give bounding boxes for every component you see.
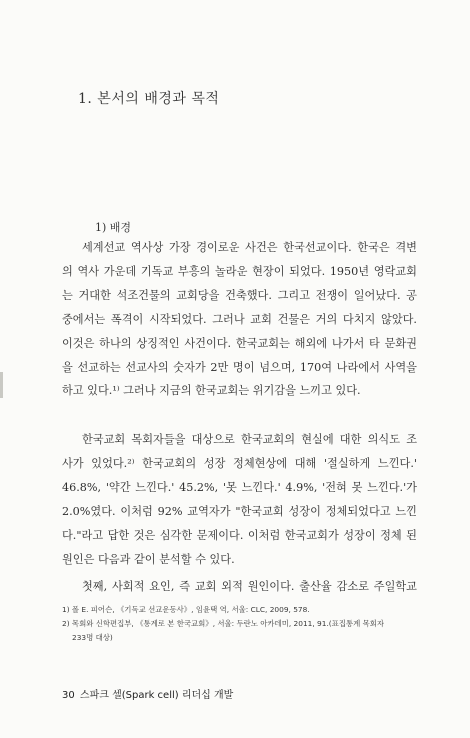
chapter-title: 1. 본서의 배경과 목적 (78, 91, 220, 107)
paragraph-line: 중에서는 폭격이 시작되었다. 그러나 교회 건물은 거의 다치지 않았다. (62, 312, 417, 326)
paragraph-line: 이것은 하나의 상징적인 사건이다. 한국교회는 해외에 나가서 타 문화권 (62, 336, 417, 350)
page-footer (62, 686, 233, 701)
paragraph-line: 의 역사 가운데 기독교 부흥의 놀라운 현장이 되었다. 1950년 영락교회 (62, 264, 417, 278)
footnote-2: 2) 목회와 신학편집부, 《통계로 본 한국교회》, 서울: 두란노 아카데미, 2011, 91.(표집통계 목회자 (62, 619, 385, 629)
paragraph-line: 46.8%, '약간 느낀다.' 45.2%, '못 느낀다.' 4.9%, '전혀 못 느낀다.'가 (62, 480, 417, 494)
paragraph-line: 는 거대한 석조건물의 교회당을 건축했다. 그리고 전쟁이 일어났다. 공 (62, 288, 417, 302)
footnotes (62, 603, 422, 646)
paragraph-line: 세계선교 역사상 가장 경이로운 사건은 한국선교이다. 한국은 격변 (82, 241, 417, 254)
section-heading: 1) 배경 (95, 221, 132, 234)
running-title: 스파크 셀(Spark cell) 리더십 개발 (79, 690, 234, 701)
paragraph-line: 하고 있다.¹⁾ 그러나 지금의 한국교회는 위기감을 느끼고 있다. (62, 384, 361, 398)
paragraph-line: 을 선교하는 선교사의 숫자가 2만 명이 넘으며, 170여 나라에서 사역을 (62, 360, 417, 374)
paragraph-line: 첫째, 사회적 요인, 즉 교회 외적 원인이다. 출산율 감소로 주일학교 (82, 580, 417, 593)
paragraph-line: 다."라고 답한 것은 심각한 문제이다. 이처럼 한국교회가 성장이 정체 된 (62, 528, 417, 542)
footnote-1: 1) 폴 E. 피어슨, 《기독교 선교운동사》, 임윤택 역, 서울: CLC, 2009, 578. (62, 605, 310, 614)
paragraph-1 (62, 236, 417, 403)
paragraph-3 (62, 575, 417, 599)
footnote-2-continued: 233명 대상) (72, 633, 113, 643)
paragraph-line: 한국교회 목회자들을 대상으로 한국교회의 현실에 대한 의식도 조 (82, 433, 417, 446)
paragraph-line: 원인은 다음과 같이 분석할 수 있다. (62, 552, 235, 566)
paragraph-line: 2.0%였다. 이처럼 92% 교역자가 "한국교회 성장이 정체되었다고 느낀 (62, 504, 417, 518)
paragraph-2 (62, 428, 417, 571)
page-number: 30 (62, 690, 75, 701)
paragraph-line: 사가 있었다.²⁾ 한국교회의 성장 정체현상에 대해 '절실하게 느낀다.' (62, 456, 417, 470)
page-edge-mark (0, 372, 3, 398)
